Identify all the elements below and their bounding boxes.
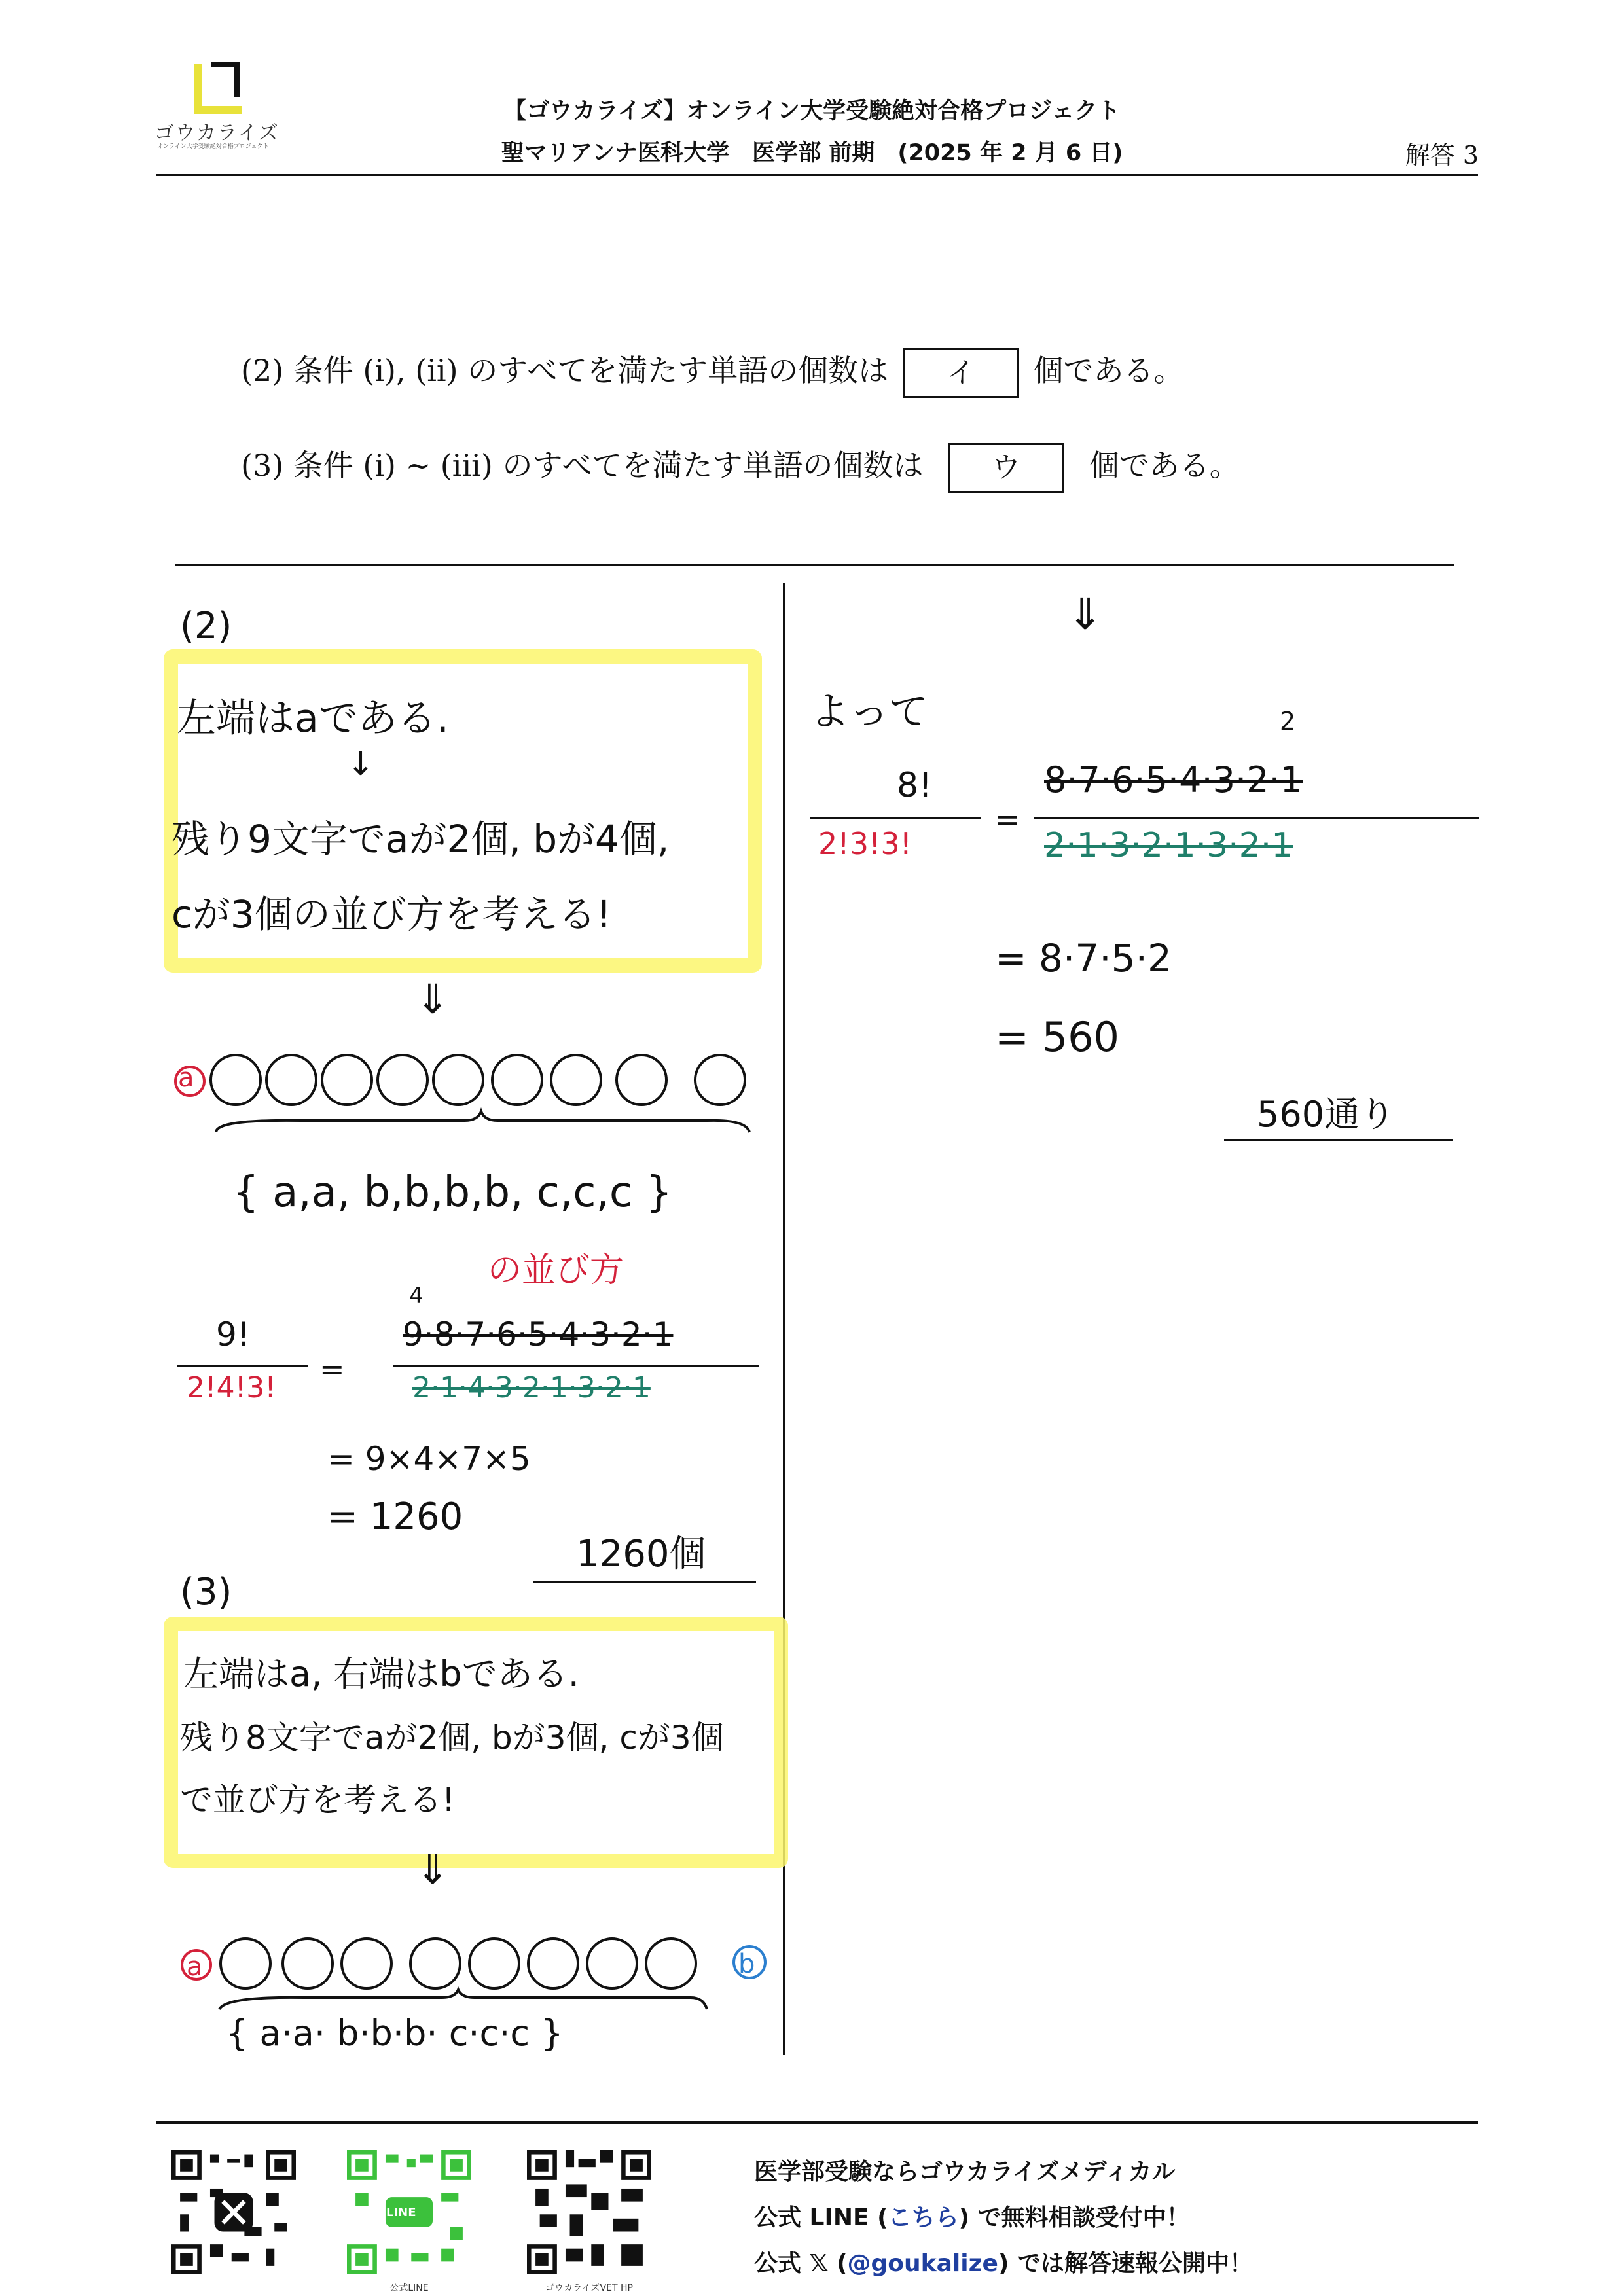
label-part-2: (2) [180,605,232,647]
s2-frac-bar [177,1365,308,1367]
s2-letters: { a,a, b,b,b,b, c,c,c } [232,1168,673,1217]
r-yotte: よって [810,689,928,735]
s2-line3: cが3個の並び方を考える! [171,892,612,937]
footer-line1: 医学部受験ならゴウカライズメディカル [754,2159,1176,2185]
s3-line3: で並び方を考える! [180,1781,456,1819]
qr3-caption: ゴウカライズVET HP [545,2283,633,2293]
s2-implies-arrow: ⇓ [416,975,450,1023]
r-answer-underline [1224,1139,1453,1141]
r-rhs-bar [1034,817,1479,819]
vet-hp-qr-code-icon[interactable] [527,2150,651,2274]
s2-answer: 1260個 [576,1533,706,1575]
question-3 [241,442,1240,493]
r-frac-den: 2!3!3! [818,826,912,861]
r-small-2: 2 [1280,707,1296,736]
r-rhs-num: 8·7·6·5·4·3·2·1 [1044,759,1303,800]
footer-line2: 公式 LINE (こちら) で無料相談受付中！ [754,2204,1190,2231]
logo-text: ゴウカライズ [154,122,280,145]
r-frac-num: 8! [897,766,932,805]
q2-text: (2) 条件 (i), (ii) のすべてを満たす単語の個数は [241,353,889,388]
x-qr-code-icon[interactable] [171,2150,296,2274]
s3-first-letter: a [187,1952,203,1982]
r-eq2: = 560 [995,1013,1119,1061]
s2-line1: 左端はaである. [177,696,449,742]
qr2-caption: 公式LINE [389,2283,429,2293]
r-implies-arrow: ⇓ [1067,589,1104,639]
section-divider [175,564,1454,566]
s2-frac-num: 9! [216,1316,250,1354]
header-rule [156,174,1478,176]
s2-eq1: = 9×4×7×5 [327,1440,531,1478]
q3-suffix: 個である。 [1089,448,1240,483]
footer-rule [156,2121,1478,2124]
r-equals: = [995,802,1020,837]
header-title-line1: 【ゴウカライズ】オンライン大学受験絶対合格プロジェクト [503,98,1121,124]
s2-answer-underline [533,1581,756,1583]
s2-down-arrow: ↓ [347,745,374,783]
s2-frac-den: 2!4!3! [187,1371,276,1405]
s2-rhs-den: 2·1·4·3·2·1·3·2·1 [412,1371,651,1405]
s2-rhs-num: 9·8·7·6·5·4·3·2·1 [403,1316,674,1354]
s2-line2: 残り9文字でaが2個, bが4個, [171,817,670,861]
s2-equals: = [319,1352,345,1387]
q3-text: (3) 条件 (i) ∼ (iii) のすべてを満たす単語の個数は [241,448,924,483]
q2-suffix: 個である。 [1033,353,1184,388]
footer-line3: 公式 𝕏 (@goukalize) では解答速報公開中！ [754,2250,1253,2277]
line-logo-text: LINE [386,2206,416,2219]
r-rhs-den: 2·1·3·2·1·3·2·1 [1044,826,1293,865]
s3-line2: 残り8文字でaが2個, bが3個, cが3個 [180,1719,724,1757]
r-answer: 560通り [1257,1094,1396,1135]
s2-first-letter: a [178,1063,194,1093]
line-link[interactable]: こちら [888,2204,959,2231]
q3-answer-box: ウ [948,443,1064,493]
r-eq1: = 8·7·5·2 [995,936,1172,980]
s3-implies-arrow: ⇓ [416,1846,450,1893]
x-account-link[interactable]: @goukalize [847,2250,998,2277]
r-frac-bar [810,817,981,819]
s3-last-letter: b [738,1949,755,1979]
s3-line1: 左端はa, 右端はbである. [183,1653,579,1695]
logo-subtitle: オンライン大学受験絶対合格プロジェクト [157,143,269,150]
s2-rhs-bar [393,1365,759,1367]
q2-answer-box: イ [903,348,1019,398]
s2-arrangement-label: の並び方 [488,1251,624,1290]
s2-slots [170,1041,772,1158]
header-title-line2: 聖マリアンナ医科大学 医学部 前期 (2025 年 2 月 6 日) [501,140,1123,166]
label-part-3: (3) [180,1571,232,1613]
page-label: 解答 3 [1405,141,1479,170]
question-2 [241,347,1184,398]
s2-cancel-mark: 4 [409,1283,424,1309]
s3-slots [173,1918,776,2022]
s3-letters: { a·a· b·b·b· c·c·c } [226,2013,564,2054]
s2-eq2: = 1260 [327,1496,463,1538]
